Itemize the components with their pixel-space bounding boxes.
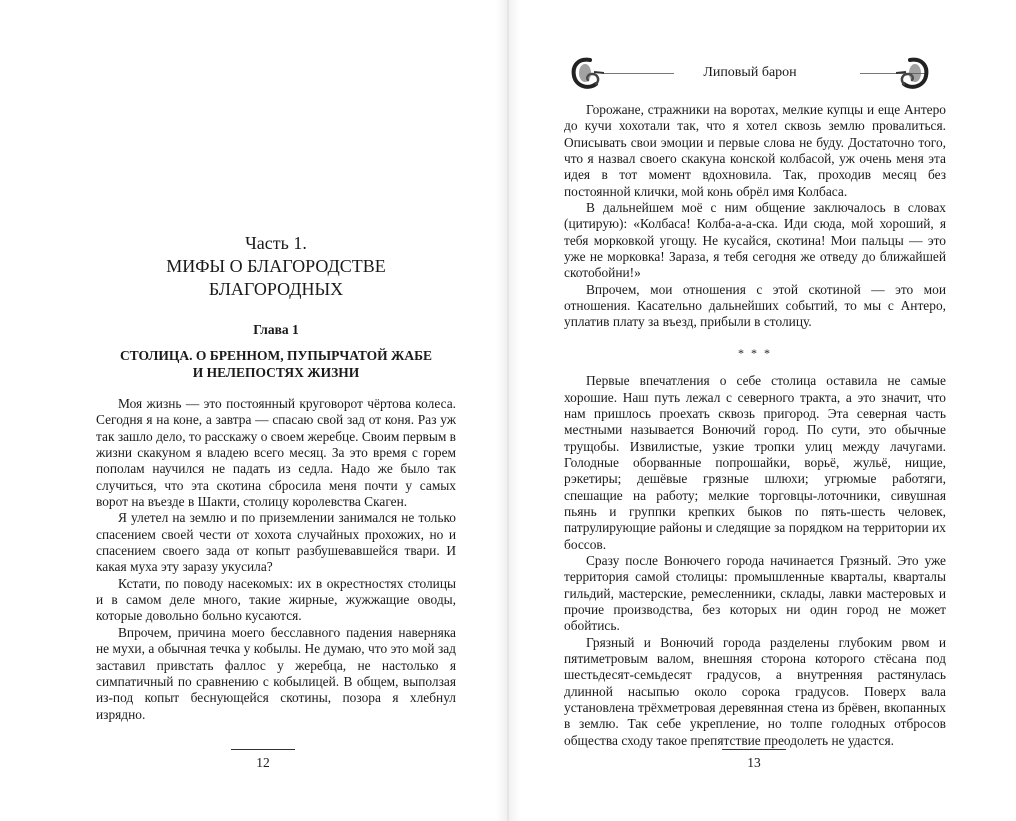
section-break: * * *	[738, 345, 772, 360]
paragraph: В дальнейшем моё с ним общение заключалось в словах (цитирую): «Колбаса! Колба-а-а-ска. Иди сюда, мой хороший, я тебя морковкой угощу. Не кусайся, скотина! Мои пальцы — это уже не морковка! Зараза, я тебя сегодня же отведу до ближайшей скотобойни!»	[564, 200, 946, 281]
chapter-title	[96, 347, 456, 381]
part-title-line-1: МИФЫ О БЛАГОРОДСТВЕ	[166, 256, 386, 276]
paragraph: Первые впечатления о себе столица оставила не самые хорошие. Наш путь лежал с северного тракта, а это значит, что нам пришлось проехать сквозь пригород. Эта северная часть местными называется Вонючий город. По сути, это обычные трущобы. Извилистые, узкие тропки улиц между лачугами. Голодные оборванные попрошайки, ворьё, жульё, нищие, рэкетиры; дешёвые грязные шлюхи; угрюмые работяги, спешащие на работу; мелкие торговцы-лоточники, сивушная пьянь и группки крепких быков по пять-шесть человек, патрулирующие районы и следящие за порядком на территории их боссов.	[564, 373, 946, 552]
part-title	[96, 232, 456, 301]
paragraph: Сразу после Вонючего города начинается Грязный. Это уже территория самой столицы: промышленные кварталы, кварталы гильдий, мастерские, ремесленники, склады, лавки мастеровых и прочие производства, без которых ни один город не может обойтись.	[564, 552, 946, 634]
left-body-text	[96, 396, 456, 723]
part-title-line-2: БЛАГОРОДНЫХ	[208, 279, 344, 299]
running-head	[570, 56, 930, 92]
chapter-number: Глава 1	[253, 322, 299, 337]
paragraph: Моя жизнь — это постоянный круговорот чёртова колеса. Сегодня я на коне, а завтра — спасаю свой зад от коня. Раз уж так зашло дело, то расскажу о своем жеребце. Своим первым в жизни скакуном я владею всего месяц. За это время с горем пополам научился не падать из седла. Надо же было так случиться, что эта скотина сбросила меня почти у самых ворот на въезде в Шакти, столицу королевства Скаген.	[96, 396, 456, 510]
part-heading: Часть 1.	[245, 233, 307, 253]
running-head-title: Липовый барон	[703, 65, 797, 80]
scroll-ornament-icon	[570, 56, 604, 92]
paragraph: Кстати, по поводу насекомых: их в окрестностях столицы и в самом деле много, такие жирные, жужжащие оводы, которые довольно больно кусаются.	[96, 575, 456, 624]
running-head-rule-left	[604, 73, 674, 74]
paragraph: Грязный и Вонючий города разделены глубоким рвом и пятиметровым валом, внешняя сторона которого стёсана под шестьдесят-семьдесят градусов, а внутренняя растянулась длинной насыпью около сорока градусов. Поверх вала установлена трёхметровая деревянная стена из брёвен, вкопанных в землю. Так себе укрепление, но толпе голодных отбросов общества сходу такое препятствие преодолеть не удастся.	[564, 634, 946, 748]
paragraph: Впрочем, мои отношения с этой скотиной — это мои отношения. Касательно дальнейших событий, то мы с Антеро, уплатив плату за въезд, прибыли в столицу.	[564, 281, 946, 330]
page-number-right: 13	[722, 749, 786, 771]
scroll-ornament-icon	[896, 56, 930, 92]
chapter-title-line-2: И НЕЛЕПОСТЯХ ЖИЗНИ	[192, 365, 360, 380]
chapter-title-line-1: СТОЛИЦА. О БРЕННОМ, ПУПЫРЧАТОЙ ЖАБЕ	[119, 348, 433, 363]
page-number-left: 12	[231, 749, 295, 771]
paragraph: Горожане, стражники на воротах, мелкие купцы и еще Антеро до кучи хохотали так, что я хотел сквозь землю провалиться. Описывать свои эмоции и первые слова не буду. Достаточно того, что я назвал своего скакуна конской колбасой, уж очень меня эта идея в тот момент вдохновила. Так, проходив месяц без постоянной клички, мой конь обрёл имя Колбаса.	[564, 102, 946, 199]
paragraph: Впрочем, причина моего бесславного падения наверняка не мухи, а обычная течка у кобылы. Не думаю, что это мой зад заставил привстать фаллос у жеребца, не настолько я симпатичный по сравнению с кобылицей. В общем, выползая из-под копыт беснующейся скотины, позора я хлебнул изрядно.	[96, 624, 456, 722]
right-body-text	[564, 102, 946, 749]
paragraph: Я улетел на землю и по приземлении занимался не только спасением своей чести от хохота случайных прохожих, но и спасением своего зада от копыт разбушевавшейся твари. И какая муха эту заразу укусила?	[96, 510, 456, 575]
